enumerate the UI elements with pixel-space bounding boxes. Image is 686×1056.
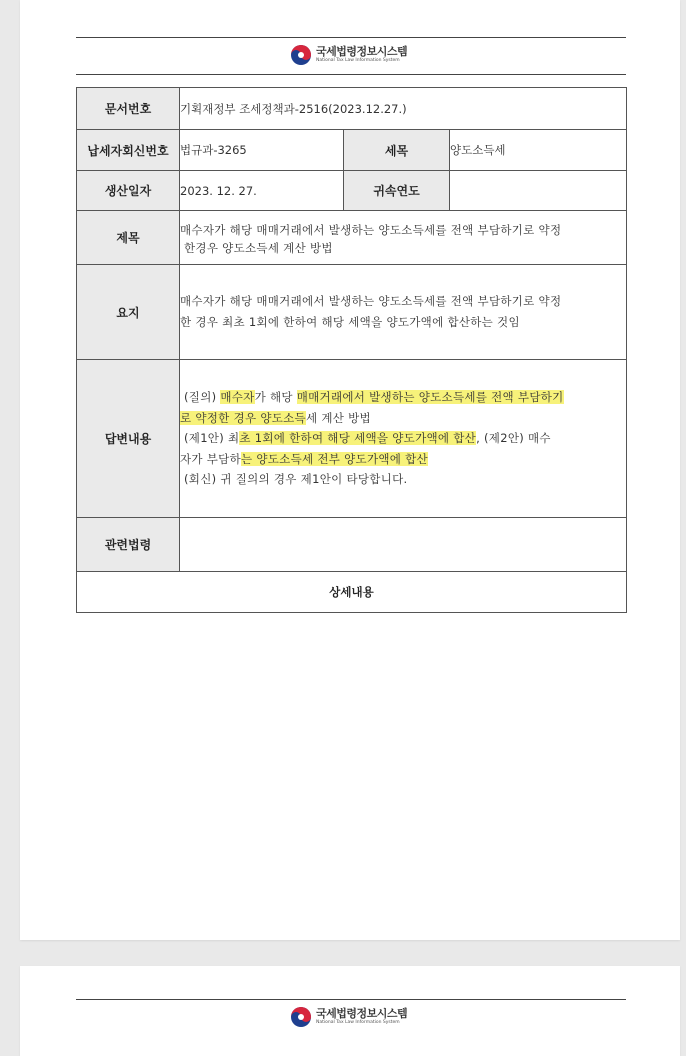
table-row <box>77 360 627 518</box>
answer-text: (질의) <box>184 390 221 405</box>
header-bottom-rule <box>76 74 626 75</box>
answer-line: (회신) 귀 질의의 경우 제1안이 타당합니다. <box>184 472 408 487</box>
ruling-info-table <box>76 87 627 613</box>
table-row <box>77 265 627 360</box>
title-line: 매수자가 해당 매매거래에서 발생하는 양도소득세를 전액 부담하기로 약정 <box>180 223 562 237</box>
production-date-label: 생산일자 <box>77 171 180 211</box>
doc-number-value: 기획재정부 조세정책과-2516(2023.12.27.) <box>180 88 627 130</box>
table-row <box>77 171 627 211</box>
answer-text: 가 해당 <box>254 390 297 405</box>
answer-line <box>180 449 626 470</box>
answer-text: , (제2안) 매수 <box>476 431 551 446</box>
detail-content-header: 상세내용 <box>77 572 627 613</box>
header <box>20 44 680 74</box>
highlighted-text: 로 약정한 경우 양도소득 <box>180 410 306 425</box>
header-top-rule <box>76 999 626 1000</box>
title-label: 제목 <box>77 211 180 265</box>
document-page <box>20 0 680 940</box>
title-line: 한경우 양도소득세 계산 방법 <box>184 241 333 255</box>
reply-number-value: 법규과-3265 <box>180 130 344 171</box>
brand-name-korean: 국세법령정보시스템 <box>316 45 408 59</box>
next-document-page <box>20 966 680 1056</box>
taegeuk-logo-icon <box>290 1006 312 1028</box>
highlighted-text: 매매거래에서 발생하는 양도소득세를 전액 부담하기 <box>296 390 564 405</box>
table-row <box>77 130 627 171</box>
brand-logo <box>290 44 407 66</box>
attribution-year-value <box>450 171 627 211</box>
table-row <box>77 572 627 613</box>
title-value <box>180 211 627 265</box>
answer-line <box>180 387 626 408</box>
related-law-label: 관련법령 <box>77 518 180 572</box>
doc-number-label: 문서번호 <box>77 88 180 130</box>
answer-line <box>180 408 626 429</box>
answer-text: (제1안) 최 <box>184 431 240 446</box>
header-top-rule <box>76 37 626 38</box>
related-law-value <box>180 518 627 572</box>
taegeuk-logo-icon <box>290 44 312 66</box>
table-row <box>77 211 627 265</box>
summary-line: 매수자가 해당 매매거래에서 발생하는 양도소득세를 전액 부담하기로 약정 <box>180 294 562 308</box>
attribution-year-label: 귀속연도 <box>344 171 450 211</box>
table-row <box>77 518 627 572</box>
brand-name-english: National Tax Law Information System <box>316 1020 400 1026</box>
answer-text: 자가 부담하 <box>180 451 241 466</box>
brand-name-korean: 국세법령정보시스템 <box>316 1007 408 1021</box>
tax-item-label: 세목 <box>344 130 450 171</box>
highlighted-text: 매수자 <box>220 390 255 405</box>
highlighted-text: 초 1회에 한하여 해당 세액을 양도가액에 합산 <box>239 431 477 446</box>
reply-number-label: 납세자회신번호 <box>77 130 180 171</box>
answer-text: 세 계산 방법 <box>305 410 371 425</box>
highlighted-text: 는 양도소득세 전부 양도가액에 합산 <box>241 451 428 466</box>
summary-line: 한 경우 최초 1회에 한하여 해당 세액을 양도가액에 합산하는 것임 <box>180 315 520 329</box>
summary-label: 요지 <box>77 265 180 360</box>
answer-content <box>180 360 627 518</box>
summary-value <box>180 265 627 360</box>
header <box>20 1006 680 1036</box>
tax-item-value: 양도소득세 <box>450 130 627 171</box>
production-date-value: 2023. 12. 27. <box>180 171 344 211</box>
table-row <box>77 88 627 130</box>
brand-logo <box>290 1006 407 1028</box>
brand-name-english: National Tax Law Information System <box>316 58 400 64</box>
answer-line <box>180 428 626 449</box>
answer-label: 답변내용 <box>77 360 180 518</box>
